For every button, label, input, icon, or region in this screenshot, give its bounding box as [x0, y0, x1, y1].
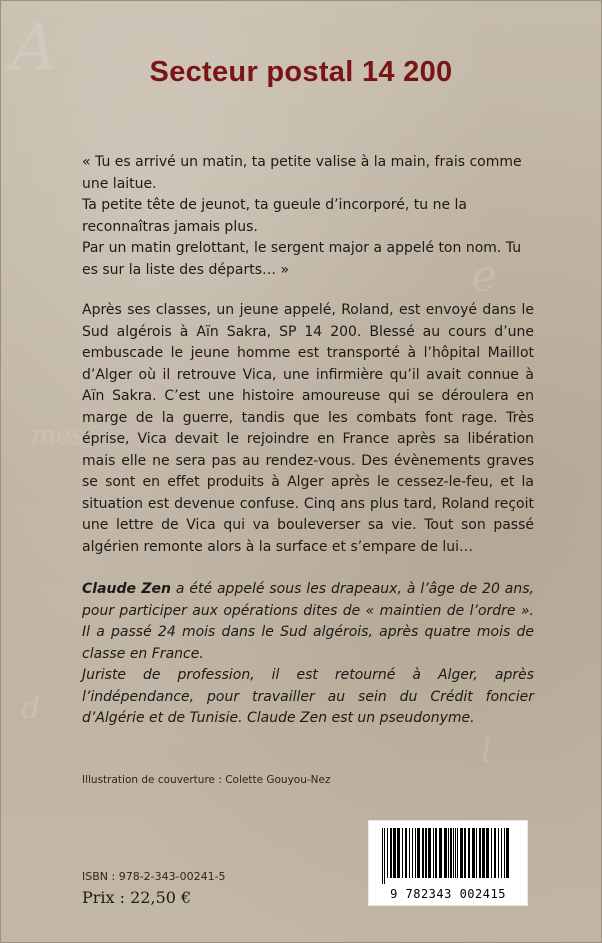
- barcode-bar: [397, 828, 400, 878]
- background-handwriting-decoration: l: [481, 731, 492, 771]
- barcode-bar: [476, 828, 477, 878]
- barcode-bar: [384, 828, 385, 884]
- author-name: Claude Zen: [82, 581, 171, 597]
- author-bio: [82, 579, 534, 730]
- barcode-bar: [457, 828, 458, 878]
- barcode: [368, 820, 528, 906]
- barcode-bar: [393, 828, 396, 878]
- barcode-bar: [468, 828, 470, 878]
- quote-line: « Tu es arrivé un matin, ta petite valise à la main, frais comme une laitue.: [82, 154, 522, 192]
- barcode-bar: [486, 828, 489, 878]
- barcode-bar: [482, 828, 485, 878]
- barcode-bar: [479, 828, 481, 878]
- quote-line: Par un matin grelottant, le sergent major a appelé ton nom. Tu es sur la liste des départs… »: [82, 240, 522, 278]
- barcode-bar: [464, 828, 466, 878]
- barcode-bar: [439, 828, 442, 878]
- barcode-bar: [450, 828, 452, 878]
- illustration-credit: Illustration de couverture : Colette Gouyou-Nez: [82, 774, 331, 786]
- author-bio-paragraph: Juriste de profession, il est retourné à Alger, après l’indépendance, pour travailler au sein du Crédit foncier d’Algérie et de Tunisie. Claude Zen est un pseudonyme.: [82, 667, 534, 726]
- barcode-bar: [506, 828, 509, 878]
- quote-line: Ta petite tête de jeunot, ta gueule d’incorporé, tu ne la reconnaîtras jamais plus.: [82, 197, 467, 235]
- barcode-bar: [409, 828, 410, 878]
- barcode-bar: [472, 828, 475, 878]
- barcode-bar: [422, 828, 424, 878]
- isbn-number: ISBN : 978-2-343-00241-5: [82, 870, 226, 883]
- background-handwriting-decoration: mes: [31, 421, 85, 451]
- author-bio-text: a été appelé sous les drapeaux, à l’âge de 20 ans, pour participer aux opérations dites de « maintien de l’ordre ». Il a passé 24 mois dans le Sud algérois, après quatre mois de classe en France.: [82, 581, 534, 662]
- barcode-bar: [405, 828, 407, 878]
- barcode-bar: [412, 828, 413, 878]
- barcode-bar: [387, 828, 388, 878]
- barcode-bar: [425, 828, 427, 878]
- barcode-bar: [402, 828, 403, 878]
- barcode-bar: [382, 828, 383, 884]
- barcode-bar: [455, 828, 456, 878]
- barcode-bar: [435, 828, 437, 878]
- barcode-bar: [501, 828, 502, 878]
- barcode-bar: [460, 828, 463, 878]
- book-title: Secteur postal 14 200: [149, 56, 453, 88]
- background-handwriting-decoration: d: [21, 691, 41, 726]
- barcode-bar: [494, 828, 496, 878]
- author-bio-paragraph: [82, 579, 534, 665]
- barcode-bar: [453, 828, 454, 878]
- barcode-bar: [417, 828, 420, 878]
- barcode-bars: [382, 828, 516, 884]
- barcode-bar: [415, 828, 416, 878]
- barcode-bar: [448, 828, 449, 878]
- synopsis-paragraph: Après ses classes, un jeune appelé, Roland, est envoyé dans le Sud algérois à Aïn Sakra, SP 14 200. Blessé au cours d’une embuscade le jeune homme est transporté à l’hôpital Maillot d’Alger où il retrouve Vica, une infirmière qu’il avait connue à Aïn Sakra. C’est une histoire amoureuse qui se déroulera en marge de la guerre, tandis que les combats font rage. Très éprise, Vica devait le rejoindre en France après sa libération mais elle ne sera pas au rendez-vous. Des évènements graves se sont en effet produits à Alger après le cessez-le-feu, et la situation est devenue confuse. Cinq ans plus tard, Roland reçoit une lettre de Vica qui va bouleverser sa vie. Tout son passé algérien remonte alors à la surface et s’empare de lui…: [82, 302, 534, 555]
- barcode-bar: [428, 828, 431, 878]
- barcode-bar: [504, 828, 505, 878]
- barcode-number: 9 782343 002415: [390, 887, 506, 901]
- barcode-bar: [444, 828, 447, 878]
- barcode-bar: [491, 828, 492, 878]
- barcode-bar: [498, 828, 499, 878]
- opening-quote: [82, 152, 534, 281]
- background-handwriting-decoration: e: [471, 251, 498, 302]
- background-handwriting-decoration: A: [11, 11, 58, 85]
- barcode-bar: [433, 828, 434, 878]
- barcode-bar: [390, 828, 392, 878]
- price-label: Prix : 22,50 €: [82, 888, 192, 907]
